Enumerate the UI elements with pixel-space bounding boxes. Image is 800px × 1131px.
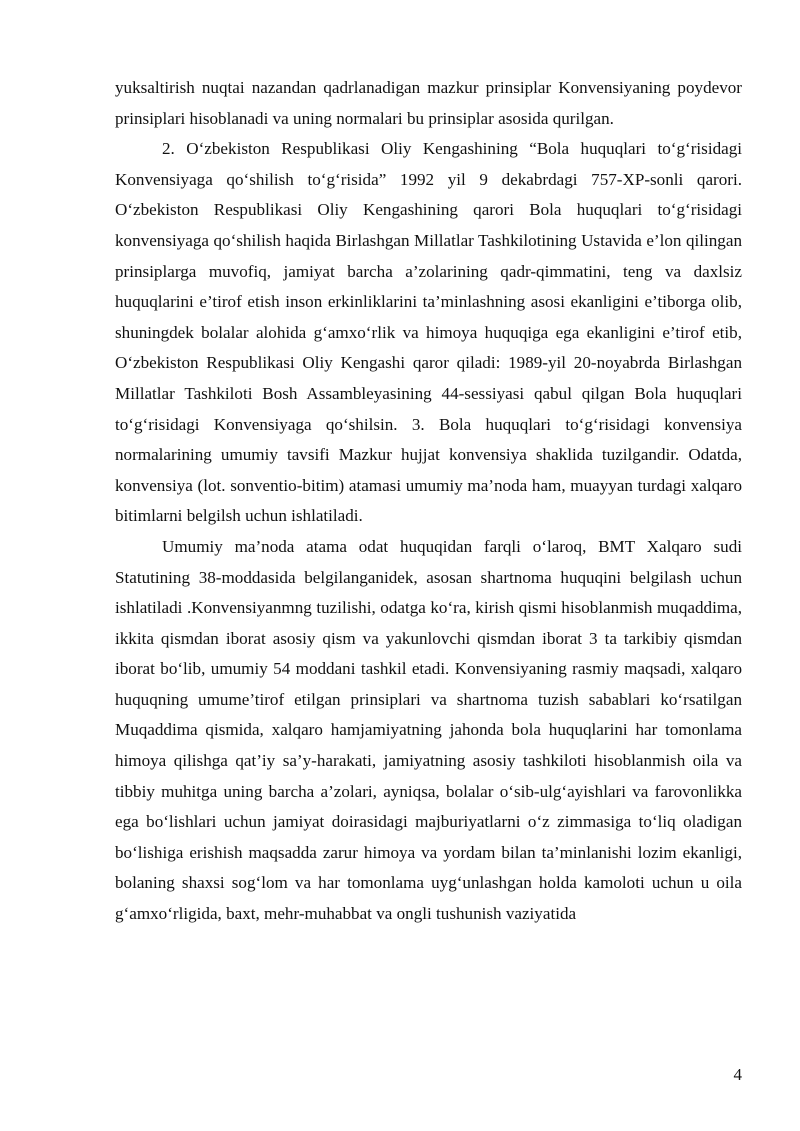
page-number: 4 <box>733 1065 742 1084</box>
paragraph-continuation: yuksaltirish nuqtai nazandan qadrlanadigan mazkur prinsiplar Konvensiyaning poydevor prinsiplari hisoblanadi va uning normalari bu prinsiplar asosida qurilgan. <box>115 78 742 128</box>
paragraph-resolution: 2. O‘zbekiston Respublikasi Oliy Kengashining “Bola huquqlari to‘g‘risidagi Konvensiyaga qo‘shilish to‘g‘risida” 1992 yil 9 dekabrdagi 757-XP-sonli qarori. O‘zbekiston Respublikasi Oliy Kengashining qarori Bola huquqlari to‘g‘risidagi konvensiyaga qo‘shilish haqida Birlashgan Millatlar Tashkilotining Ustavida e’lon qilingan prinsiplarga muvofiq, jamiyat barcha a’zolarining qadr-qimmatini, teng va daxlsiz huquqlarini e’tirof etish inson erkinliklarini ta’minlashning asosi ekanligini e’tiborga olib, shuningdek bolalar alohida g‘amxo‘rlik va himoya huquqiga ega ekanligini e’tirof etib, O‘zbekiston Respublikasi Oliy Kengashi qaror qiladi: 1989-yil 20-noyabrda Birlashgan Millatlar Tashkiloti Bosh Assambleyasining 44-sessiyasi qabul qilgan Bola huquqlari to‘g‘risidagi Konvensiyaga qo‘shilsin. 3. Bola huquqlari to‘g‘risidagi konvensiya normalarining umumiy tavsifi Mazkur hujjat konvensiya shaklida tuzilgandir. Odatda, konvensiya (lot. sonventio-bitim) atamasi umumiy ma’noda ham, muayyan turdagi xalqaro bitimlarni belgilsh uchun ishlatiladi. <box>115 139 742 526</box>
body-text <box>115 73 742 930</box>
paragraph-structure: Umumiy ma’noda atama odat huquqidan farqli o‘laroq, BMT Xalqaro sudi Statutining 38-moddasida belgilanganidek, asosan shartnoma huquqini belgilash uchun ishlatiladi .Konvensiyanmng tuzilishi, odatga ko‘ra, kirish qismi hisoblanmish muqaddima, ikkita qismdan iborat asosiy qism va yakunlovchi qismdan iborat 3 ta tarkibiy qismdan iborat bo‘lib, umumiy 54 moddani tashkil etadi. Konvensiyaning rasmiy maqsadi, xalqaro huquqning umume’tirof etilgan prinsiplari va shartnoma tuzish sabablari ko‘rsatilgan Muqaddima qismida, xalqaro hamjamiyatning jahonda bola huquqlarini har tomonlama himoya qilishga qat’iy sa’y-harakati, jamiyatning asosiy tashkiloti hisoblanmish oila va tibbiy muhitga uning barcha a’zolari, ayniqsa, bolalar o‘sib-ulg‘ayishlari va farovonlikka ega bo‘lishlari uchun jamiyat doirasidagi majburiyatlarni o‘z zimmasiga to‘liq oladigan bo‘lishiga erishish maqsadda zarur himoya va yordam bilan ta’minlanishi lozim ekanligi, bolaning shaxsi sog‘lom va har tomonlama uyg‘unlashgan holda kamoloti uchun u oila g‘amxo‘rligida, baxt, mehr-muhabbat va ongli tushunish vaziyatida <box>115 536 742 924</box>
